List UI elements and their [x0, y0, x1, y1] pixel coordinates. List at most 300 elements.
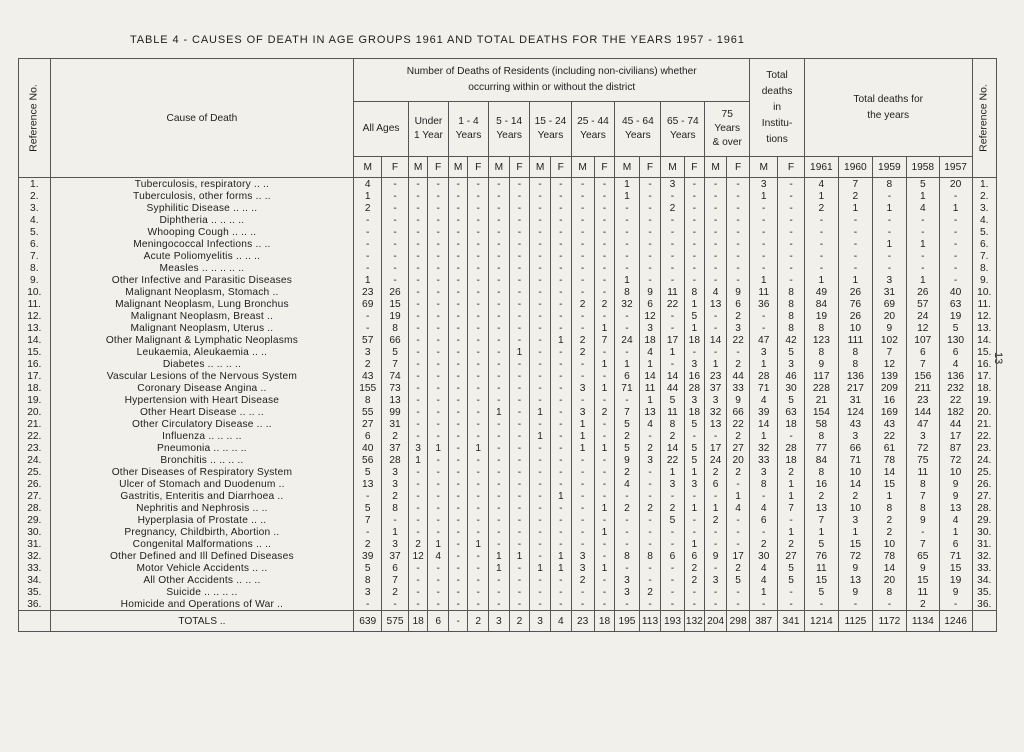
- row-value-cell: 2: [872, 526, 906, 538]
- row-value-cell: -: [489, 574, 510, 586]
- row-value-cell: -: [489, 526, 510, 538]
- row-value-cell: 1: [872, 490, 906, 502]
- row-value-cell: 2: [906, 598, 939, 611]
- row-value-cell: -: [530, 250, 551, 262]
- row-value-cell: -: [382, 178, 409, 191]
- row-value-cell: 1: [939, 202, 972, 214]
- row-value-cell: 19: [382, 310, 409, 322]
- row-reference-left: 6.: [19, 238, 51, 250]
- row-value-cell: 78: [872, 454, 906, 466]
- row-value-cell: -: [448, 538, 467, 550]
- row-value-cell: -: [571, 466, 594, 478]
- row-reference-right: 7.: [972, 250, 997, 262]
- row-value-cell: 42: [778, 334, 805, 346]
- row-value-cell: 7: [906, 538, 939, 550]
- row-value-cell: -: [639, 598, 661, 611]
- row-value-cell: -: [550, 286, 571, 298]
- row-value-cell: 1: [906, 238, 939, 250]
- row-value-cell: 13: [354, 478, 382, 490]
- row-value-cell: -: [594, 202, 615, 214]
- row-value-cell: -: [639, 250, 661, 262]
- total-deaths-years-header: [804, 59, 972, 157]
- totals-value-cell: 387: [750, 611, 778, 632]
- row-cause: Nephritis and Nephrosis .. ..: [50, 502, 354, 514]
- row-cause: Ulcer of Stomach and Duodenum ..: [50, 478, 354, 490]
- row-value-cell: -: [382, 250, 409, 262]
- row-cause: Measles .. .. .. .. ..: [50, 262, 354, 274]
- row-cause: Malignant Neoplasm, Stomach ..: [50, 286, 354, 298]
- row-value-cell: 18: [639, 334, 661, 346]
- row-value-cell: -: [509, 226, 530, 238]
- row-value-cell: 5: [778, 562, 805, 574]
- row-reference-right: 23.: [972, 442, 997, 454]
- row-value-cell: -: [428, 586, 449, 598]
- age-group-label: Years: [537, 129, 564, 141]
- row-value-cell: 11: [750, 286, 778, 298]
- row-value-cell: 20: [939, 178, 972, 191]
- row-value-cell: -: [530, 370, 551, 382]
- totals-value-cell: 3: [489, 611, 510, 632]
- row-value-cell: 2: [727, 430, 750, 442]
- row-value-cell: -: [468, 358, 489, 370]
- age-group-label: 65 - 74: [666, 115, 699, 127]
- table-row: [19, 274, 997, 286]
- row-value-cell: 32: [750, 442, 778, 454]
- row-value-cell: -: [705, 238, 727, 250]
- row-value-cell: 14: [705, 334, 727, 346]
- row-reference-right: 11.: [972, 298, 997, 310]
- row-value-cell: -: [684, 586, 705, 598]
- row-value-cell: -: [468, 586, 489, 598]
- row-reference-right: 22.: [972, 430, 997, 442]
- row-value-cell: 37: [382, 550, 409, 562]
- male-column-header: M: [448, 157, 467, 178]
- row-value-cell: -: [408, 190, 427, 202]
- row-value-cell: -: [727, 274, 750, 286]
- row-value-cell: 136: [838, 370, 872, 382]
- row-value-cell: -: [639, 178, 661, 191]
- row-value-cell: 31: [838, 394, 872, 406]
- row-value-cell: 4: [750, 562, 778, 574]
- table-row: [19, 250, 997, 262]
- row-value-cell: -: [530, 598, 551, 611]
- row-value-cell: -: [872, 190, 906, 202]
- row-cause: Other Diseases of Respiratory System: [50, 466, 354, 478]
- row-value-cell: 4: [750, 502, 778, 514]
- row-value-cell: 8: [804, 430, 838, 442]
- age-group-label: Years: [625, 129, 651, 141]
- row-value-cell: 20: [872, 574, 906, 586]
- row-value-cell: 1: [705, 358, 727, 370]
- row-value-cell: 4: [727, 502, 750, 514]
- year-column-header: 1961: [804, 157, 838, 178]
- row-value-cell: 11: [906, 466, 939, 478]
- row-value-cell: -: [489, 346, 510, 358]
- row-value-cell: -: [382, 598, 409, 611]
- row-reference-right: 27.: [972, 490, 997, 502]
- row-value-cell: -: [428, 394, 449, 406]
- row-cause: All Other Accidents .. .. ..: [50, 574, 354, 586]
- totals-value-cell: 195: [615, 611, 639, 632]
- row-value-cell: -: [684, 346, 705, 358]
- row-value-cell: -: [594, 310, 615, 322]
- row-value-cell: -: [428, 418, 449, 430]
- age-group-label: Under: [414, 115, 443, 127]
- row-value-cell: 46: [778, 370, 805, 382]
- row-value-cell: -: [530, 454, 551, 466]
- row-value-cell: 5: [804, 538, 838, 550]
- row-value-cell: -: [448, 382, 467, 394]
- row-value-cell: -: [428, 478, 449, 490]
- row-value-cell: 12: [408, 550, 427, 562]
- row-value-cell: 84: [804, 454, 838, 466]
- row-value-cell: 130: [939, 334, 972, 346]
- row-value-cell: 2: [804, 202, 838, 214]
- row-value-cell: -: [594, 226, 615, 238]
- row-value-cell: -: [489, 538, 510, 550]
- row-value-cell: -: [428, 238, 449, 250]
- row-value-cell: -: [684, 514, 705, 526]
- row-value-cell: 7: [838, 178, 872, 191]
- row-value-cell: -: [705, 226, 727, 238]
- male-column-header: M: [489, 157, 510, 178]
- row-value-cell: -: [550, 202, 571, 214]
- row-value-cell: 3: [661, 478, 684, 490]
- row-value-cell: 44: [661, 382, 684, 394]
- row-value-cell: -: [571, 598, 594, 611]
- row-value-cell: -: [594, 346, 615, 358]
- row-cause: Malignant Neoplasm, Uterus ..: [50, 322, 354, 334]
- row-value-cell: -: [615, 538, 639, 550]
- row-value-cell: 66: [727, 406, 750, 418]
- row-value-cell: -: [428, 430, 449, 442]
- row-value-cell: -: [428, 310, 449, 322]
- row-cause: Whooping Cough .. .. ..: [50, 226, 354, 238]
- row-value-cell: -: [639, 478, 661, 490]
- table-row: [19, 358, 997, 370]
- row-value-cell: -: [408, 202, 427, 214]
- row-value-cell: -: [408, 478, 427, 490]
- row-value-cell: -: [428, 286, 449, 298]
- row-value-cell: 2: [872, 514, 906, 526]
- male-column-header: M: [750, 157, 778, 178]
- row-value-cell: 5: [778, 574, 805, 586]
- row-value-cell: 1: [489, 562, 510, 574]
- age-group-header: [530, 101, 571, 156]
- row-value-cell: -: [408, 418, 427, 430]
- row-value-cell: -: [530, 466, 551, 478]
- table-row: [19, 334, 997, 346]
- row-value-cell: 2: [778, 538, 805, 550]
- row-value-cell: -: [468, 502, 489, 514]
- row-value-cell: -: [354, 226, 382, 238]
- row-value-cell: -: [594, 274, 615, 286]
- row-value-cell: 7: [872, 346, 906, 358]
- row-value-cell: -: [550, 238, 571, 250]
- row-value-cell: 9: [939, 490, 972, 502]
- row-value-cell: -: [382, 274, 409, 286]
- row-value-cell: -: [750, 214, 778, 226]
- row-cause: Leukaemia, Aleukaemia .. ..: [50, 346, 354, 358]
- row-value-cell: -: [684, 250, 705, 262]
- row-value-cell: -: [550, 262, 571, 274]
- age-group-label: 15 - 24: [534, 115, 567, 127]
- row-value-cell: 71: [750, 382, 778, 394]
- row-value-cell: -: [489, 478, 510, 490]
- row-value-cell: -: [468, 238, 489, 250]
- row-value-cell: -: [594, 478, 615, 490]
- row-value-cell: -: [838, 250, 872, 262]
- row-value-cell: 14: [639, 370, 661, 382]
- page-number: 13: [992, 352, 1004, 365]
- row-value-cell: -: [594, 262, 615, 274]
- row-value-cell: -: [939, 250, 972, 262]
- row-value-cell: 1: [571, 430, 594, 442]
- row-value-cell: -: [489, 286, 510, 298]
- row-reference-right: 30.: [972, 526, 997, 538]
- row-value-cell: -: [448, 298, 467, 310]
- row-value-cell: -: [705, 250, 727, 262]
- row-value-cell: 43: [838, 418, 872, 430]
- row-value-cell: 2: [684, 562, 705, 574]
- row-value-cell: -: [778, 214, 805, 226]
- row-value-cell: -: [727, 478, 750, 490]
- row-value-cell: 2: [639, 502, 661, 514]
- row-value-cell: 24: [906, 310, 939, 322]
- row-value-cell: -: [705, 490, 727, 502]
- row-value-cell: -: [727, 250, 750, 262]
- totals-value-cell: 2: [468, 611, 489, 632]
- row-value-cell: -: [509, 538, 530, 550]
- row-value-cell: -: [489, 466, 510, 478]
- row-reference-right: 14.: [972, 334, 997, 346]
- row-value-cell: 6: [727, 298, 750, 310]
- row-value-cell: 1: [778, 478, 805, 490]
- row-value-cell: 8: [750, 478, 778, 490]
- row-value-cell: 2: [354, 538, 382, 550]
- totals-value-cell: 6: [428, 611, 449, 632]
- row-value-cell: -: [530, 190, 551, 202]
- row-value-cell: -: [872, 214, 906, 226]
- row-value-cell: -: [448, 178, 467, 191]
- row-value-cell: -: [571, 238, 594, 250]
- row-value-cell: 1: [571, 418, 594, 430]
- row-value-cell: 6: [639, 298, 661, 310]
- row-value-cell: -: [661, 358, 684, 370]
- row-value-cell: -: [615, 514, 639, 526]
- row-value-cell: -: [684, 526, 705, 538]
- row-value-cell: -: [615, 238, 639, 250]
- row-value-cell: 13: [705, 298, 727, 310]
- row-value-cell: -: [468, 262, 489, 274]
- row-reference-left: 15.: [19, 346, 51, 358]
- row-value-cell: 3: [705, 394, 727, 406]
- row-value-cell: 31: [382, 418, 409, 430]
- row-reference-left: 10.: [19, 286, 51, 298]
- row-value-cell: 3: [906, 430, 939, 442]
- row-value-cell: -: [727, 346, 750, 358]
- row-value-cell: 17: [939, 430, 972, 442]
- row-value-cell: 2: [571, 334, 594, 346]
- row-value-cell: 3: [571, 406, 594, 418]
- row-value-cell: -: [727, 238, 750, 250]
- row-value-cell: -: [530, 478, 551, 490]
- row-value-cell: -: [639, 238, 661, 250]
- header-row-group: [19, 59, 997, 102]
- row-value-cell: 6: [684, 550, 705, 562]
- row-value-cell: 9: [872, 322, 906, 334]
- row-value-cell: 4: [939, 514, 972, 526]
- totals-value-cell: 2: [509, 611, 530, 632]
- row-value-cell: -: [509, 310, 530, 322]
- row-value-cell: -: [530, 346, 551, 358]
- table-row: [19, 238, 997, 250]
- row-value-cell: -: [804, 238, 838, 250]
- row-reference-left: 18.: [19, 382, 51, 394]
- row-value-cell: 1: [838, 202, 872, 214]
- row-value-cell: 3: [838, 430, 872, 442]
- row-value-cell: 8: [906, 502, 939, 514]
- row-value-cell: 4: [750, 394, 778, 406]
- row-value-cell: 10: [838, 502, 872, 514]
- table-row: [19, 406, 997, 418]
- row-value-cell: 7: [906, 490, 939, 502]
- row-value-cell: -: [448, 394, 467, 406]
- row-value-cell: -: [468, 190, 489, 202]
- table-row: [19, 598, 997, 611]
- row-value-cell: -: [448, 406, 467, 418]
- table-row: [19, 382, 997, 394]
- row-value-cell: 3: [354, 586, 382, 598]
- row-value-cell: 107: [906, 334, 939, 346]
- row-value-cell: 7: [804, 514, 838, 526]
- row-value-cell: 2: [571, 346, 594, 358]
- row-value-cell: 37: [705, 382, 727, 394]
- row-value-cell: 1: [428, 442, 449, 454]
- row-value-cell: 139: [872, 370, 906, 382]
- row-value-cell: -: [778, 178, 805, 191]
- row-value-cell: 6: [382, 562, 409, 574]
- row-value-cell: 8: [354, 394, 382, 406]
- row-value-cell: 63: [778, 406, 805, 418]
- row-value-cell: -: [530, 538, 551, 550]
- row-value-cell: 2: [661, 430, 684, 442]
- row-value-cell: -: [750, 262, 778, 274]
- row-value-cell: 2: [727, 358, 750, 370]
- row-value-cell: 26: [906, 286, 939, 298]
- row-value-cell: -: [408, 406, 427, 418]
- row-value-cell: 18: [778, 418, 805, 430]
- row-value-cell: -: [571, 310, 594, 322]
- row-value-cell: 24: [705, 454, 727, 466]
- row-value-cell: 1: [684, 322, 705, 334]
- row-value-cell: 6: [906, 346, 939, 358]
- row-value-cell: -: [705, 322, 727, 334]
- row-value-cell: -: [489, 382, 510, 394]
- row-value-cell: 8: [872, 178, 906, 191]
- row-value-cell: 16: [684, 370, 705, 382]
- row-value-cell: 13: [804, 502, 838, 514]
- row-value-cell: -: [489, 454, 510, 466]
- row-value-cell: 72: [838, 550, 872, 562]
- totals-value-cell: 1172: [872, 611, 906, 632]
- row-value-cell: 1: [684, 538, 705, 550]
- row-value-cell: -: [428, 574, 449, 586]
- row-value-cell: -: [684, 274, 705, 286]
- row-value-cell: 1: [838, 526, 872, 538]
- row-value-cell: 8: [778, 298, 805, 310]
- row-value-cell: -: [428, 298, 449, 310]
- row-value-cell: -: [750, 226, 778, 238]
- row-value-cell: 36: [750, 298, 778, 310]
- row-reference-left: 16.: [19, 358, 51, 370]
- row-value-cell: -: [468, 274, 489, 286]
- row-value-cell: 28: [382, 454, 409, 466]
- row-value-cell: -: [530, 286, 551, 298]
- row-value-cell: 2: [615, 466, 639, 478]
- row-value-cell: -: [594, 586, 615, 598]
- row-value-cell: -: [594, 286, 615, 298]
- row-reference-left: 8.: [19, 262, 51, 274]
- row-reference-left: 7.: [19, 250, 51, 262]
- row-value-cell: 19: [804, 310, 838, 322]
- row-value-cell: -: [428, 502, 449, 514]
- row-reference-right: 16.: [972, 358, 997, 370]
- row-value-cell: 5: [684, 310, 705, 322]
- row-value-cell: 3: [684, 478, 705, 490]
- row-value-cell: -: [509, 430, 530, 442]
- totals-reference-blank: [19, 611, 51, 632]
- row-value-cell: -: [354, 526, 382, 538]
- row-value-cell: 8: [615, 286, 639, 298]
- row-value-cell: -: [684, 238, 705, 250]
- row-value-cell: 3: [727, 322, 750, 334]
- row-value-cell: 26: [382, 286, 409, 298]
- row-value-cell: -: [639, 562, 661, 574]
- row-value-cell: 44: [727, 370, 750, 382]
- row-value-cell: 1: [428, 538, 449, 550]
- row-value-cell: 1: [594, 358, 615, 370]
- row-reference-left: 1.: [19, 178, 51, 191]
- row-reference-right: 34.: [972, 574, 997, 586]
- row-reference-left: 24.: [19, 454, 51, 466]
- row-value-cell: 7: [615, 406, 639, 418]
- row-value-cell: -: [750, 202, 778, 214]
- row-reference-right: 13.: [972, 322, 997, 334]
- row-value-cell: 1: [804, 190, 838, 202]
- row-reference-left: 2.: [19, 190, 51, 202]
- row-value-cell: 1: [684, 502, 705, 514]
- row-value-cell: -: [489, 490, 510, 502]
- row-value-cell: -: [468, 526, 489, 538]
- row-value-cell: -: [727, 526, 750, 538]
- row-value-cell: -: [705, 430, 727, 442]
- row-value-cell: -: [489, 274, 510, 286]
- row-value-cell: -: [661, 238, 684, 250]
- row-value-cell: -: [408, 502, 427, 514]
- row-reference-left: 11.: [19, 298, 51, 310]
- row-value-cell: 8: [778, 322, 805, 334]
- row-value-cell: 74: [382, 370, 409, 382]
- row-cause: Pneumonia .. .. .. ..: [50, 442, 354, 454]
- table-row: [19, 286, 997, 298]
- row-value-cell: 1: [804, 274, 838, 286]
- row-value-cell: -: [428, 382, 449, 394]
- row-value-cell: -: [468, 454, 489, 466]
- row-value-cell: 6: [705, 478, 727, 490]
- row-reference-left: 22.: [19, 430, 51, 442]
- row-value-cell: -: [550, 454, 571, 466]
